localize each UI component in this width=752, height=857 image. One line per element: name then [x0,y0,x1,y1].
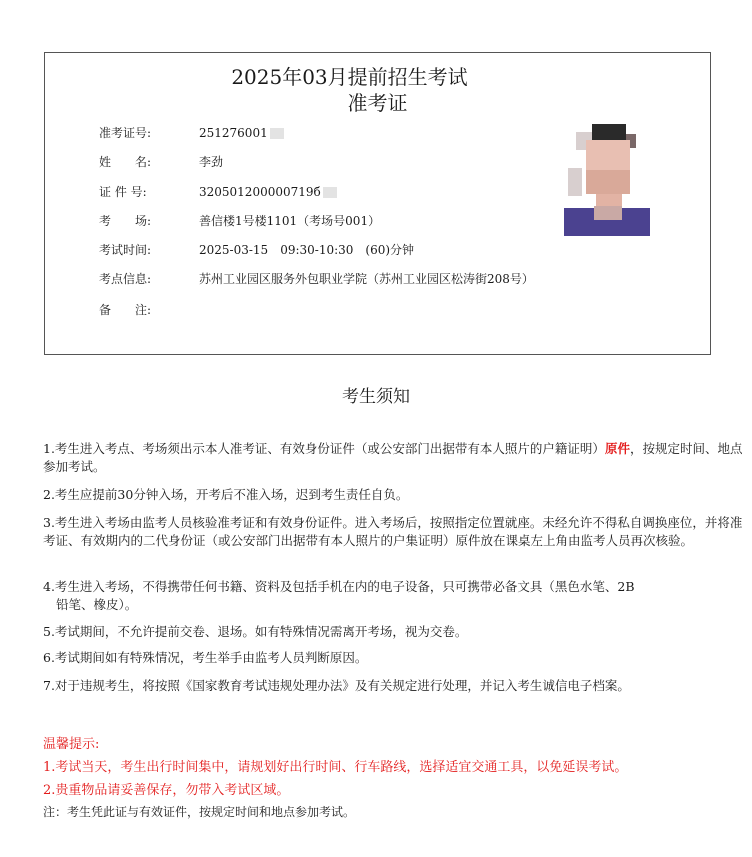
field-label: 考试时间: [99,243,152,257]
field-label: 备 注: [99,303,152,317]
field-remarks [99,302,199,318]
candidate-photo [564,124,650,236]
field-name [99,154,223,170]
field-exam-site [99,271,534,287]
field-exam-room [99,213,380,229]
field-value: 苏州工业园区服务外包职业学院（苏州工业园区松涛街208号） [199,272,534,286]
field-value: 320501200000719б [199,185,321,199]
notice-item-5: 5.考试期间，不允许提前交卷、退场。如有特殊情况需离开考场，视为交卷。 [43,624,468,639]
notice-item-6: 6.考试期间如有特殊情况，考生举手由监考人员判断原因。 [43,650,368,665]
notice-text: 4.考生进入考场，不得携带任何书籍、资料及包括手机在内的电子设备，只可携带必备文具（黑色水笔、2B [43,579,635,594]
notice-item-1 [43,440,743,476]
field-exam-time [99,242,414,258]
tip-item-1: 1.考试当天，考生出行时间集中，请规划好出行时间、行车路线，选择适宜交通工具，以免延误考试。 [43,760,628,775]
field-label: 考点信息: [99,272,152,286]
notice-item-4 [43,578,743,614]
notice-item-2: 2.考生应提前30分钟入场，开考后不准入场，迟到考生责任自负。 [43,487,409,502]
notice-text: ，按规定时间、地点参加考试。 [43,441,743,474]
exam-title: 2025年03月提前招生考试 [231,65,468,89]
field-ticket-number [99,125,284,141]
field-label: 证 件 号: [99,185,147,199]
field-value: 2025-03-15 09:30-10:30 (60)分钟 [199,243,415,257]
notice-highlight: 原件 [604,441,630,456]
redacted-mark [323,187,337,198]
field-value: 善信楼1号楼1101（考场号001） [199,214,381,228]
tips-heading: 温馨提示: [43,737,100,752]
field-label: 姓 名: [99,155,152,169]
field-id-number [99,184,337,200]
notice-text: 1.考生进入考点、考场须出示本人准考证、有效身份证件（或公安部门出据带有本人照片的户籍证明） [43,441,605,456]
notice-text: 铅笔、橡皮）。 [56,597,138,612]
notice-item-3: 3.考生进入考场由监考人员核验准考证和有效身份证件。进入考场后，按照指定位置就座。未经允许不得私自调换座位，并将准考证、有效期内的二代身份证（或公安部门出据带有本人照片的户集证明）原件放在课桌左上角由监考人员再次核验。 [43,515,743,548]
ticket-title: 准考证 [347,91,408,115]
field-value: 251276001 [199,126,268,140]
tip-item-2: 2.贵重物品请妥善保存，勿带入考试区域。 [43,783,290,798]
notice-title: 考生须知 [342,387,410,407]
field-value: 李劲 [199,155,224,169]
admission-ticket-card [44,52,711,355]
field-label: 考 场: [99,214,152,228]
notice-item-7: 7.对于违规考生，将按照《国家教育考试违规处理办法》及有关规定进行处理，并记入考生诚信电子档案。 [43,678,630,693]
field-label: 准考证号: [99,126,152,140]
redacted-mark [270,128,284,139]
footnote: 注：考生凭此证与有效证件，按规定时间和地点参加考试。 [43,805,356,819]
